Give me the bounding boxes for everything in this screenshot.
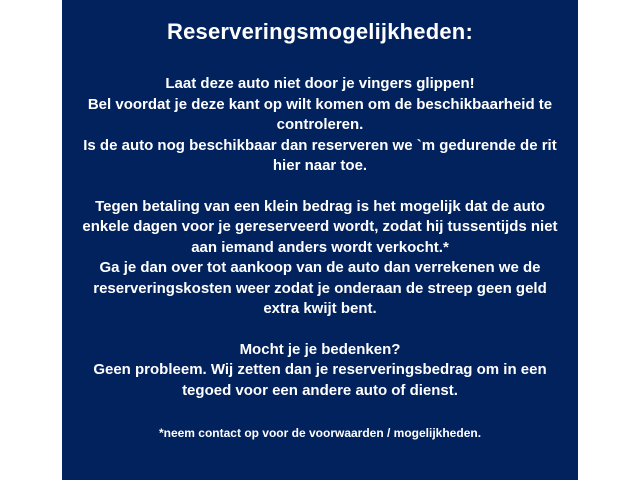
info-panel bbox=[62, 0, 578, 480]
text-line: Mocht je je bedenken? bbox=[239, 340, 401, 358]
text-line: reserveringskosten weer zodat je onderaan de streep geen geld bbox=[93, 279, 547, 297]
text-line: enkele dagen voor je gereserveerd wordt, zodat hij tussentijds niet bbox=[82, 218, 558, 235]
paragraph-reservation-payment bbox=[80, 197, 560, 320]
paragraph-change-of-mind bbox=[80, 340, 560, 402]
text-line: Is de auto nog beschikbaar dan reserveren we `m gedurende de rit bbox=[83, 136, 557, 154]
footnote: *neem contact op voor de voorwaarden / mogelijkheden. bbox=[158, 426, 482, 440]
page-title: Reserveringsmogelijkheden: bbox=[167, 19, 473, 44]
text-line: extra kwijt bent. bbox=[263, 300, 377, 317]
paragraph-availability bbox=[80, 74, 560, 177]
text-line: Bel voordat je deze kant op wilt komen om de beschikbaarheid te bbox=[87, 95, 553, 113]
text-line: controleren. bbox=[276, 116, 364, 133]
text-line: tegoed voor een andere auto of dienst. bbox=[182, 381, 458, 399]
text-line: aan iemand anders wordt verkocht.* bbox=[191, 238, 449, 256]
text-line: Tegen betaling van een klein bedrag is het mogelijk dat de auto bbox=[95, 197, 545, 215]
text-line: Ga je dan over tot aankoop van de auto dan verrekenen we de bbox=[99, 259, 541, 276]
text-line: Geen probleem. Wij zetten dan je reserveringsbedrag om in een bbox=[93, 361, 547, 378]
text-line: hier naar toe. bbox=[272, 157, 368, 174]
text-line: Laat deze auto niet door je vingers glippen! bbox=[165, 75, 475, 92]
